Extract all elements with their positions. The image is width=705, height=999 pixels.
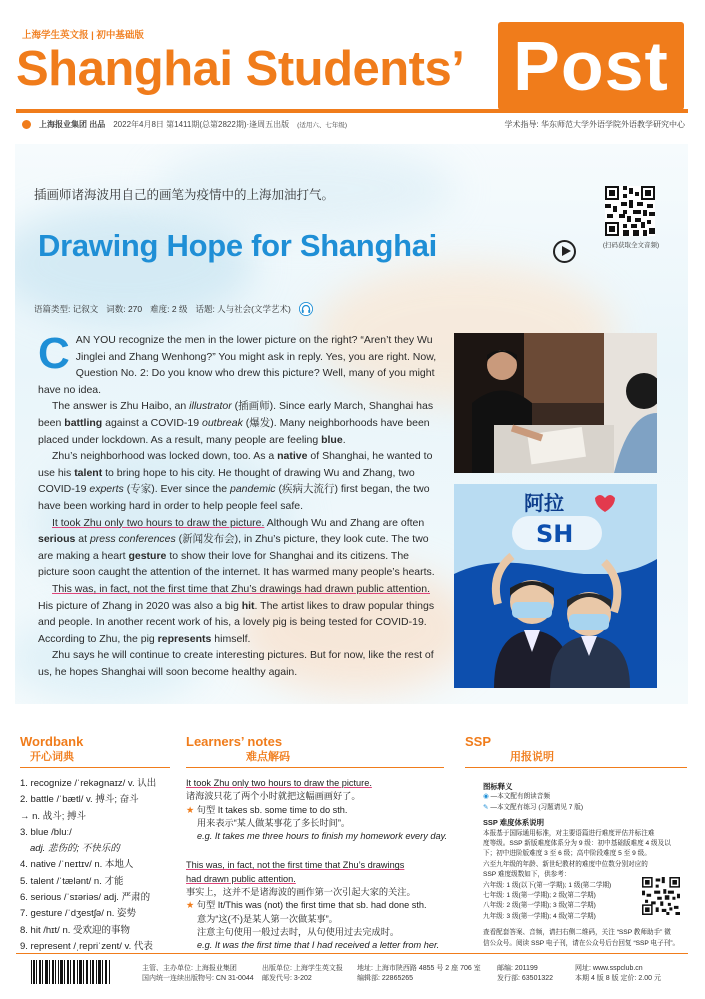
edition-label: 上海学生英文报 | 初中基础版 bbox=[22, 30, 144, 41]
wordbank-item: 6. serious /ˈsɪəriəs/ adj. 严肃的 bbox=[20, 892, 151, 904]
play-audio-button[interactable] bbox=[553, 240, 576, 263]
notes-title: Learners’ notes bbox=[186, 734, 283, 749]
word-hit: hit bbox=[241, 599, 255, 612]
footer-website[interactable] bbox=[575, 964, 661, 984]
note-1-meaning: 用来表示“某人做某事花了多长时间”。 bbox=[197, 817, 351, 828]
level-line: 下；初中进阶版难度 3 至 6 级；高中阶段难度 5 至 9 级。 bbox=[483, 850, 651, 858]
note-2-sentence-b: had drawn public attention. bbox=[186, 873, 296, 884]
note-2-translation: 事实上，这并不是诸海波的画作第一次引起大家的关注。 bbox=[186, 887, 416, 898]
word-talent: talent bbox=[74, 466, 103, 479]
grade-level-row: 八年级: 2 级(第一学期); 3 级(第二学期) bbox=[483, 902, 596, 910]
pencil-icon: ✎ bbox=[483, 803, 491, 811]
photo-artist-drawing bbox=[454, 333, 657, 473]
footer-text: 网址: www.sspclub.cn bbox=[575, 965, 643, 972]
meta-topic: 话题: 人与社会(文学艺术) bbox=[195, 304, 291, 314]
note-2-meaning: 意为“这(不)是某人第一次做某事”。 bbox=[197, 913, 338, 924]
footer-text: 地址: 上海市陕西路 4855 号 2 座 706 室 bbox=[357, 965, 481, 972]
closing-note: 信公众号。阅读 SSP 电子刊，请在公众号后台回复 “SSP 电子刊”。 bbox=[483, 939, 680, 947]
notes-divider bbox=[186, 767, 444, 768]
word-experts: experts bbox=[89, 483, 124, 496]
footer-text: 本期 4 版 8 版 定价: 2.00 元 bbox=[575, 975, 661, 982]
wordbank-item: 8. hit /hɪt/ n. 受欢迎的事物 bbox=[20, 924, 131, 936]
star-icon: ★ bbox=[186, 900, 197, 911]
wordbank-item: 9. represent /ˌrepriˈzent/ v. 代表 bbox=[20, 940, 153, 952]
footer-text: 国内统一连续出版物号: CN 31-0044 bbox=[142, 975, 254, 982]
closing-note: 查看配套答案、音频，请扫右侧二维码，关注 “SSP 教师助手” 微 bbox=[483, 929, 671, 937]
notes-subtitle: 难点解码 bbox=[246, 751, 290, 763]
illustration-sh-text: SH bbox=[536, 520, 574, 548]
wordbank-list bbox=[20, 776, 180, 955]
grade-line: (适用六、七年级) bbox=[297, 122, 347, 129]
note-1-example: e.g. It takes me three hours to finish my homework every day. bbox=[197, 831, 448, 842]
publisher-logo-icon bbox=[22, 120, 31, 129]
footer-text: 邮编: 201199 bbox=[497, 965, 538, 972]
barcode bbox=[30, 960, 112, 988]
footer-divider bbox=[16, 953, 688, 954]
article-meta bbox=[34, 302, 313, 316]
footer-text: 编辑部: 22865265 bbox=[357, 975, 414, 982]
ssp-title: SSP bbox=[465, 734, 492, 749]
illustration-wu-and-zhang bbox=[454, 484, 657, 688]
word-press-conferences: press conferences bbox=[89, 533, 176, 546]
masthead-title: Shanghai Students’ bbox=[16, 42, 465, 96]
word-illustrator: illustrator bbox=[189, 400, 232, 413]
word-blue: blue bbox=[321, 433, 343, 446]
level-line: 六至九年级的年龄、新世纪教材的难度中位数分别对应的 bbox=[483, 860, 648, 868]
teacher-assistant-qr-code[interactable] bbox=[642, 877, 680, 915]
grade-level-row: 七年级: 1 级(第一学期); 2 级(第二学期) bbox=[483, 892, 596, 900]
underlined-sentence-1: It took Zhu only two hours to draw the picture. bbox=[52, 516, 265, 529]
word-serious: serious bbox=[38, 533, 76, 546]
paragraph-6: Zhu says he will continue to create interesting pictures. But for now, like the rest of us, he hopes Shanghai will soon become healthy again. bbox=[38, 649, 434, 678]
word-outbreak: outbreak bbox=[202, 416, 243, 429]
wordbank-item: 7. gesture /ˈdʒestʃə/ n. 姿势 bbox=[20, 908, 137, 920]
level-line: 本报基于国际通用标准，对主要语篇进行难度评估并标注难 bbox=[483, 829, 655, 837]
paragraph-2: The answer is Zhu Haibo, an illustrator (插画师). Since early March, Shanghai has been battling against a COVID-19 outbreak (爆发). Many neighborhoods have been placed under lockdown. As a result, many people are feeling blue. bbox=[38, 400, 434, 446]
wordbank-item: 3. blue /bluː/ bbox=[20, 826, 72, 838]
footer-address bbox=[357, 964, 481, 984]
word-pandemic: pandemic bbox=[230, 483, 276, 496]
wordbank-item: adj. 悲伤的; 不快乐的 bbox=[30, 843, 120, 855]
wordbank-title: Wordbank bbox=[20, 734, 84, 749]
drop-cap: C bbox=[38, 329, 70, 378]
meta-level: 难度: 2 级 bbox=[150, 304, 188, 314]
headline: Drawing Hope for Shanghai bbox=[38, 228, 437, 263]
masthead-divider bbox=[16, 109, 688, 113]
ssp-subtitle: 用报说明 bbox=[510, 751, 554, 763]
note-2-example: e.g. It was the first time that I had received a letter from her. bbox=[197, 940, 440, 951]
footer-text: 主管、主办单位: 上海报业集团 bbox=[142, 965, 237, 972]
note-1-sentence: It took Zhu only two hours to draw the picture. bbox=[186, 778, 372, 788]
underlined-sentence-2: This was, in fact, not the first time that Zhu’s drawings had drawn public attention. bbox=[52, 582, 430, 595]
paragraph-1 bbox=[38, 329, 442, 398]
wordbank-item: 4. native /ˈneɪtɪv/ n. 本地人 bbox=[20, 859, 134, 871]
footer-text: 发行部: 63501322 bbox=[497, 975, 554, 982]
level-line: SSP 难度级数如下，供参考： bbox=[483, 871, 571, 879]
audio-qr-code[interactable] bbox=[605, 186, 655, 236]
level-heading: SSP 难度体系说明 bbox=[483, 818, 545, 828]
qr-caption: (扫码获取全文音频) bbox=[602, 242, 660, 249]
wordbank-subtitle: 开心词典 bbox=[30, 751, 74, 763]
word-represents: represents bbox=[157, 632, 212, 645]
feature-subtitle: 插画师诸海波用自己的画笔为疫情中的上海加油打气。 bbox=[34, 188, 335, 202]
icon-legend-exercise: —本文配有练习 (习题请见 7 版) bbox=[490, 803, 584, 811]
illustration-text: 阿拉 bbox=[524, 491, 564, 515]
word-battling: battling bbox=[64, 416, 103, 429]
meta-words: 词数: 270 bbox=[106, 304, 143, 314]
level-line: 度等级。SSP 新版难度体系分为 9 级：初中基础版难度 4 级及以 bbox=[483, 840, 671, 848]
ssp-divider bbox=[465, 767, 687, 768]
headphones-icon[interactable] bbox=[299, 302, 313, 316]
wordbank-item: 5. talent /ˈtælənt/ n. 才能 bbox=[20, 875, 124, 887]
meta-genre: 语篇类型: 记叙文 bbox=[34, 304, 99, 314]
masthead-post-logo: Post bbox=[498, 22, 684, 110]
paragraph-1-text: AN YOU recognize the men in the lower picture on the right? “Aren’t they Wu Jinglei and Zhang Wenhong?” You might ask in reply. Yes, you are right. Now, Question No. 2: Do you know who drew this picture? Well, many of you might have no idea. bbox=[38, 334, 437, 396]
footer-text: 出版单位: 上海学生英文报 bbox=[262, 965, 343, 972]
note-1-translation: 诸海波只花了两个小时就把这幅画画好了。 bbox=[186, 791, 361, 802]
wordbank-item: → n. 战斗; 搏斗 bbox=[20, 810, 86, 822]
publication-info bbox=[22, 119, 347, 130]
paragraph-3: Zhu’s neighborhood was locked down, too. As a native of Shanghai, he wanted to use his talent to bring hope to his city. He thought of drawing Wu and Zhang, two COVID-19 experts (专家). Ever since the pandemic (疾病大流行) first began, the two have been working hard in order to help people feel safe. bbox=[38, 450, 433, 512]
footer-publisher bbox=[262, 964, 343, 984]
note-1-pattern: 句型 It takes sb. some time to do sth. bbox=[196, 804, 348, 815]
footer-sponsor bbox=[142, 964, 254, 984]
footer-text: 邮发代号: 3-202 bbox=[262, 975, 312, 982]
article-body bbox=[38, 329, 442, 680]
issue-line: 2022年4月8日 第1411期(总第2822期)·逢周五出版 bbox=[113, 120, 290, 129]
word-gesture: gesture bbox=[128, 549, 167, 562]
learners-notes bbox=[186, 777, 448, 953]
star-icon: ★ bbox=[186, 804, 197, 815]
paragraph-5: This was, in fact, not the first time that Zhu’s drawings had drawn public attention. His picture of Zhang in 2020 was also a big hit. The artist likes to draw popular things and people. In another recent work of his, a lovely pig is being tested for COVID-19. According to Zhu, the pig represents himself. bbox=[38, 582, 435, 645]
publisher-line: 上海报业集团 出品 bbox=[39, 120, 106, 129]
wordbank-divider bbox=[20, 767, 170, 768]
word-native: native bbox=[277, 450, 308, 463]
wordbank-item: 1. recognize /ˈrekəɡnaɪz/ v. 认出 bbox=[20, 778, 157, 789]
academic-guidance: 学术指导: 华东师范大学外语学院外语教学研究中心 bbox=[504, 120, 685, 129]
note-2-sentence-a: This was, in fact, not the first time that Zhu’s drawings bbox=[186, 860, 405, 871]
icon-legend-audio: —本文配有朗读音频 bbox=[490, 793, 550, 801]
note-2-pattern: 句型 It/This was (not) the first time that sb. had done sth. bbox=[196, 900, 427, 911]
paragraph-4: It took Zhu only two hours to draw the picture. Although Wu and Zhang are often serious at press conferences (新闻发布会), in Zhu’s picture, they look cute. The two are making a heart gesture to show their love for Shanghai and its citizens. The picture soon caught the attention of the internet. It has warmed many people’s hearts. bbox=[38, 516, 435, 579]
icon-legend-heading: 图标释义 bbox=[483, 782, 513, 791]
footer-postcode bbox=[497, 964, 553, 984]
grade-level-row: 九年级: 3 级(第一学期); 4 级(第二学期) bbox=[483, 912, 596, 920]
ssp-usage-notes bbox=[483, 782, 687, 949]
headphones-icon: ◉ bbox=[483, 793, 491, 801]
wordbank-item: 2. battle /ˈbætl/ v. 搏斗; 奋斗 bbox=[20, 794, 139, 806]
note-2-tense-note: 注意主句使用一般过去时，从句使用过去完成时。 bbox=[197, 926, 400, 937]
grade-level-row: 六年级: 1 级(以下(第一学期); 1 级(第二学期) bbox=[483, 881, 612, 889]
